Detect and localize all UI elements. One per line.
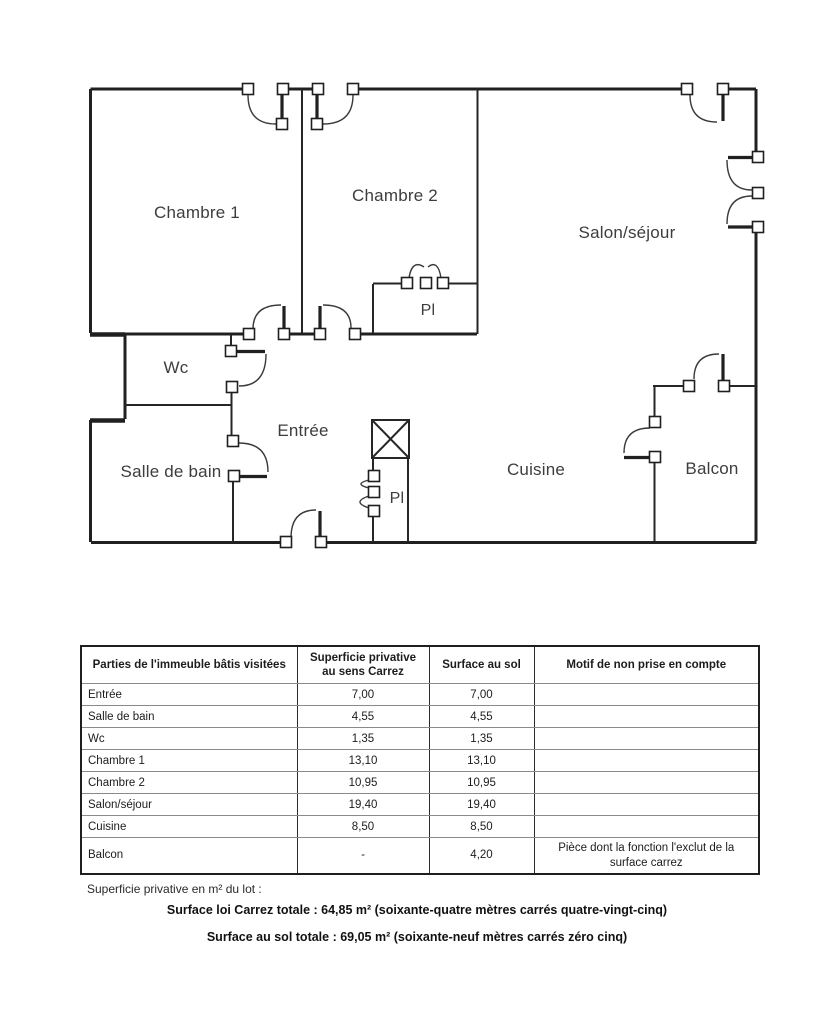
motif-cell [534, 728, 759, 750]
room-label-chambre-2: Chambre 2 [352, 186, 438, 205]
header-surface-sol: Surface au sol [429, 646, 534, 684]
table-row [81, 838, 759, 875]
sol-cell: 10,95 [429, 772, 534, 794]
room-label-wc: Wc [163, 358, 189, 377]
sol-cell: 4,20 [429, 838, 534, 875]
duct-shaft-symbol [372, 420, 409, 458]
motif-cell: Pièce dont la fonction l'exclut de la surface carrez [534, 838, 759, 875]
carrez-cell: 19,40 [297, 794, 429, 816]
carrez-cell: 1,35 [297, 728, 429, 750]
motif-cell [534, 750, 759, 772]
header-superficie-carrez: Superficie privative au sens Carrez [297, 646, 429, 684]
table-row [81, 728, 759, 750]
carrez-measurement-table [80, 645, 760, 875]
room-name-cell: Wc [81, 728, 297, 750]
motif-cell [534, 772, 759, 794]
sol-cell: 1,35 [429, 728, 534, 750]
wall-steps [90, 335, 125, 421]
motif-cell [534, 816, 759, 838]
carrez-cell: 4,55 [297, 706, 429, 728]
door-swing-arcs [239, 95, 752, 538]
sol-cell: 4,55 [429, 706, 534, 728]
room-label-placard-1: Pl [420, 302, 436, 319]
carrez-cell: 8,50 [297, 816, 429, 838]
room-label-salon-sejour: Salon/séjour [578, 223, 676, 242]
door-leaves [237, 93, 752, 537]
table-header-row [81, 646, 759, 684]
total-carrez-line: Surface loi Carrez totale : 64,85 m² (soixante-quatre mètres carrés quatre-vingt-cinq) [166, 903, 668, 917]
room-label-balcon: Balcon [685, 459, 739, 478]
room-name-cell: Salle de bain [81, 706, 297, 728]
sol-cell: 19,40 [429, 794, 534, 816]
total-sol-line: Surface au sol totale : 69,05 m² (soixante-neuf mètres carrés zéro cinq) [206, 930, 628, 944]
motif-cell [534, 684, 759, 706]
room-label-chambre-1: Chambre 1 [154, 203, 240, 222]
room-label-salle-de-bain: Salle de bain [120, 462, 222, 481]
table-row [81, 772, 759, 794]
table-row [81, 794, 759, 816]
header-parties: Parties de l'immeuble bâtis visitées [81, 646, 297, 684]
superficie-lot-label: Superficie privative en m² du lot : [87, 882, 262, 896]
table-row [81, 816, 759, 838]
room-name-cell: Chambre 1 [81, 750, 297, 772]
table-row [81, 750, 759, 772]
room-label-placard-2: Pl [389, 490, 405, 507]
carrez-cell: 10,95 [297, 772, 429, 794]
sol-cell: 7,00 [429, 684, 534, 706]
room-name-cell: Chambre 2 [81, 772, 297, 794]
table-row [81, 684, 759, 706]
carrez-cell: - [297, 838, 429, 875]
table-row [81, 706, 759, 728]
door-jamb-markers [226, 84, 764, 548]
motif-cell [534, 706, 759, 728]
room-name-cell: Cuisine [81, 816, 297, 838]
carrez-cell: 7,00 [297, 684, 429, 706]
room-name-cell: Entrée [81, 684, 297, 706]
room-name-cell: Salon/séjour [81, 794, 297, 816]
header-motif: Motif de non prise en compte [534, 646, 759, 684]
room-label-entree: Entrée [277, 421, 329, 440]
motif-cell [534, 794, 759, 816]
room-name-cell: Balcon [81, 838, 297, 875]
sol-cell: 13,10 [429, 750, 534, 772]
room-label-cuisine: Cuisine [506, 460, 566, 479]
sol-cell: 8,50 [429, 816, 534, 838]
carrez-cell: 13,10 [297, 750, 429, 772]
